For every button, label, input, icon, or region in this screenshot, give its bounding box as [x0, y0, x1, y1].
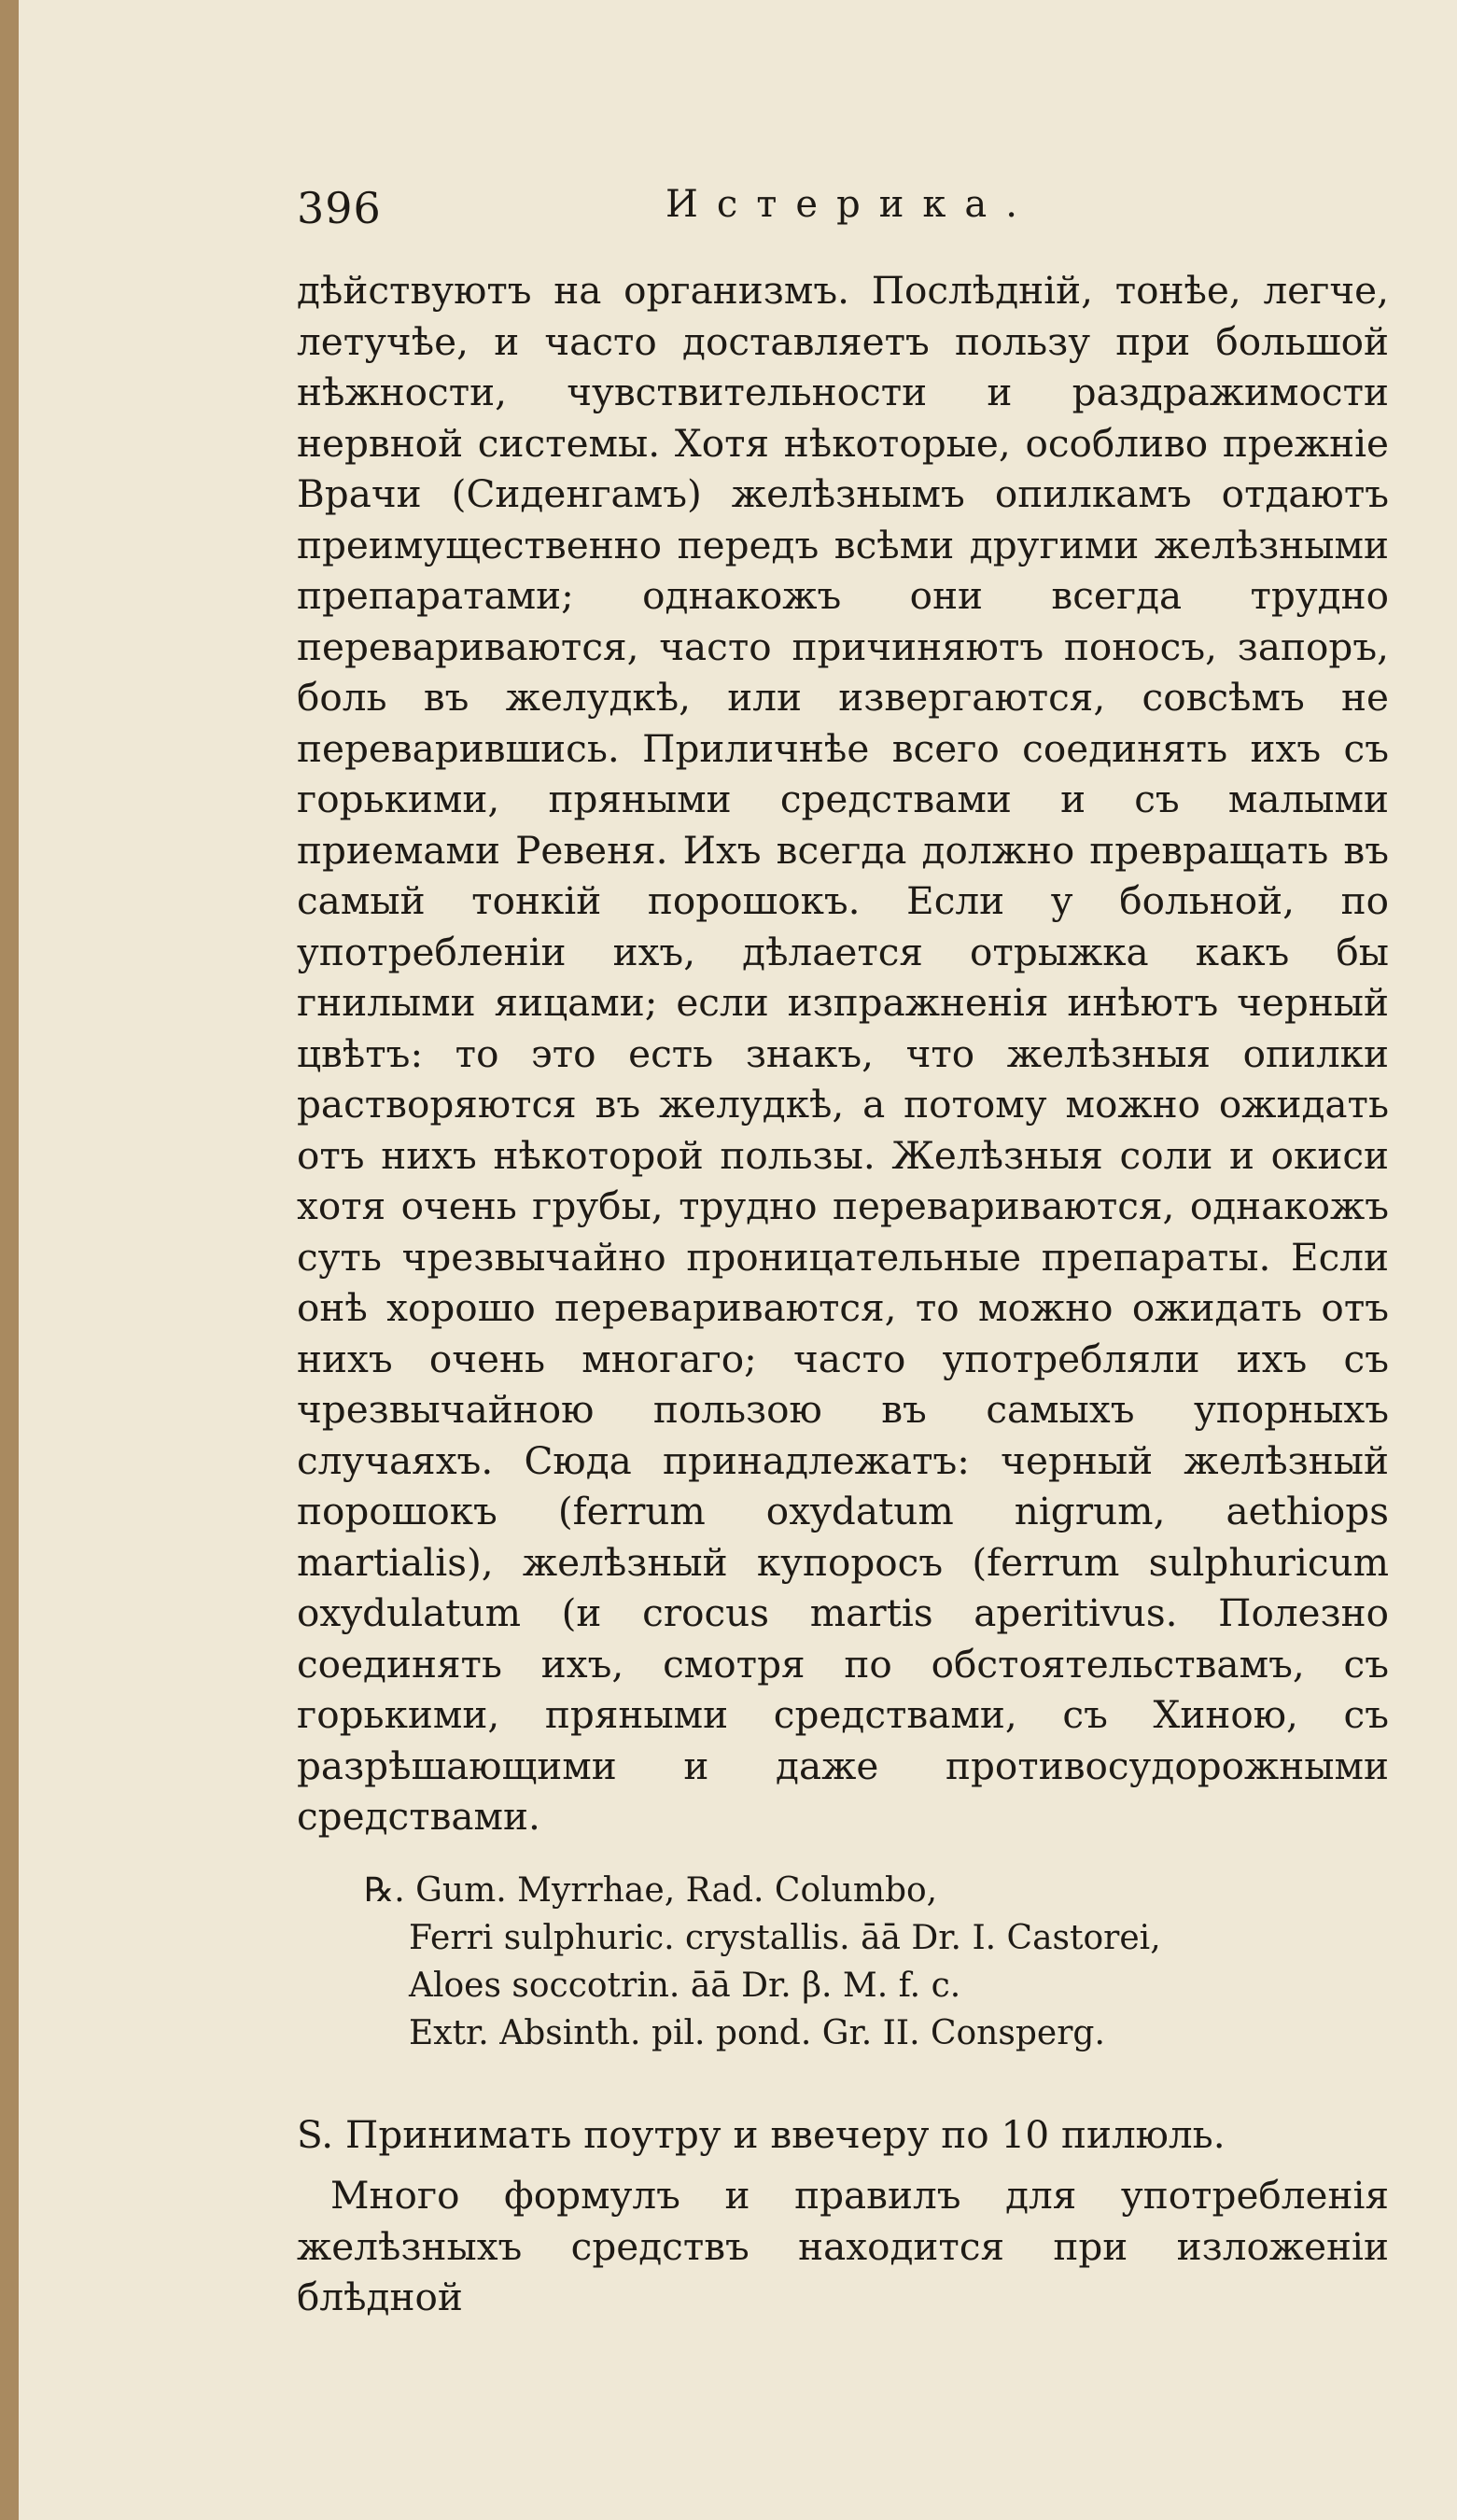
recipe-block — [364, 1867, 1391, 2057]
recipe-line: Aloes soccotrin. āā Dr. β. M. f. c. — [409, 1967, 961, 2005]
signa-line: S. Принимать поутру и ввечеру по 10 пилюль. — [297, 2112, 1226, 2157]
recipe-line: Ferri sulphuric. crystallis. āā Dr. I. Castorei, — [409, 1919, 1161, 1957]
main-paragraph — [297, 265, 1389, 1842]
main-paragraph-text: дѣйствуютъ на организмъ. Послѣднiй, тонѣе, легче, летучѣе, и часто доставляетъ пользу при большой нѣжности, чувствительности и раздражимости нервной системы. Хотя нѣкоторые, особливо прежнiе Врачи (Сиденгамъ) желѣзнымъ опилкамъ отдаютъ преимущественно передъ всѣми другими желѣзными препаратами; однакожъ они всегда трудно перевариваются, часто причиняютъ поносъ, запоръ, боль въ желудкѣ, или извергаются, совсѣмъ не переварившись. Приличнѣе всего соединять ихъ съ горькими, пряными средствами и съ малыми приемами Ревеня. Ихъ всегда должно превращать въ самый тонкiй порошокъ. Если у больной, по употребленiи ихъ, дѣлается отрыжка какъ бы гнилыми яицами; если изпражненiя инѣютъ черный цвѣтъ: то это есть знакъ, что желѣзныя опилки растворяются въ желудкѣ, а потому можно ожидать отъ нихъ нѣкоторой пользы. Желѣзныя соли и окиси хотя очень грубы, трудно перевариваются, однакожъ суть чрезвычайно проницательные препараты. Если онѣ хорошо перевариваются, то можно ожидать отъ нихъ очень многаго; часто употребляли ихъ съ чрезвычайною пользою въ самыхъ упорныхъ случаяхъ. Сюда принадлежатъ: черный желѣзный порошокъ (ferrum oxydatum nigrum, aethiops martialis), желѣзный купоросъ (ferrum sulphuricum oxydulatum (и crocus martis aperitivus. Полезно соединять ихъ, смотря по обстоятельствамъ, съ горькими, пряными средствами, съ Хиною, съ разрѣшающими и даже противосудорожными средствами. — [297, 268, 1389, 1839]
recipe-line: Extr. Absinth. pil. pond. Gr. II. Consperg. — [409, 2014, 1105, 2052]
recipe-line: ℞. Gum. Myrrhae, Rad. Columbo, — [364, 1871, 938, 1910]
page-header — [297, 183, 1389, 248]
running-title: Истерика. — [665, 183, 1036, 226]
page-left-edge — [0, 0, 19, 2520]
page-number: 396 — [297, 183, 382, 233]
footer-paragraph: Много формулъ и правилъ для употребленiя желѣзныхъ средствъ находится при изложенiи блѣдной — [297, 2173, 1389, 2319]
